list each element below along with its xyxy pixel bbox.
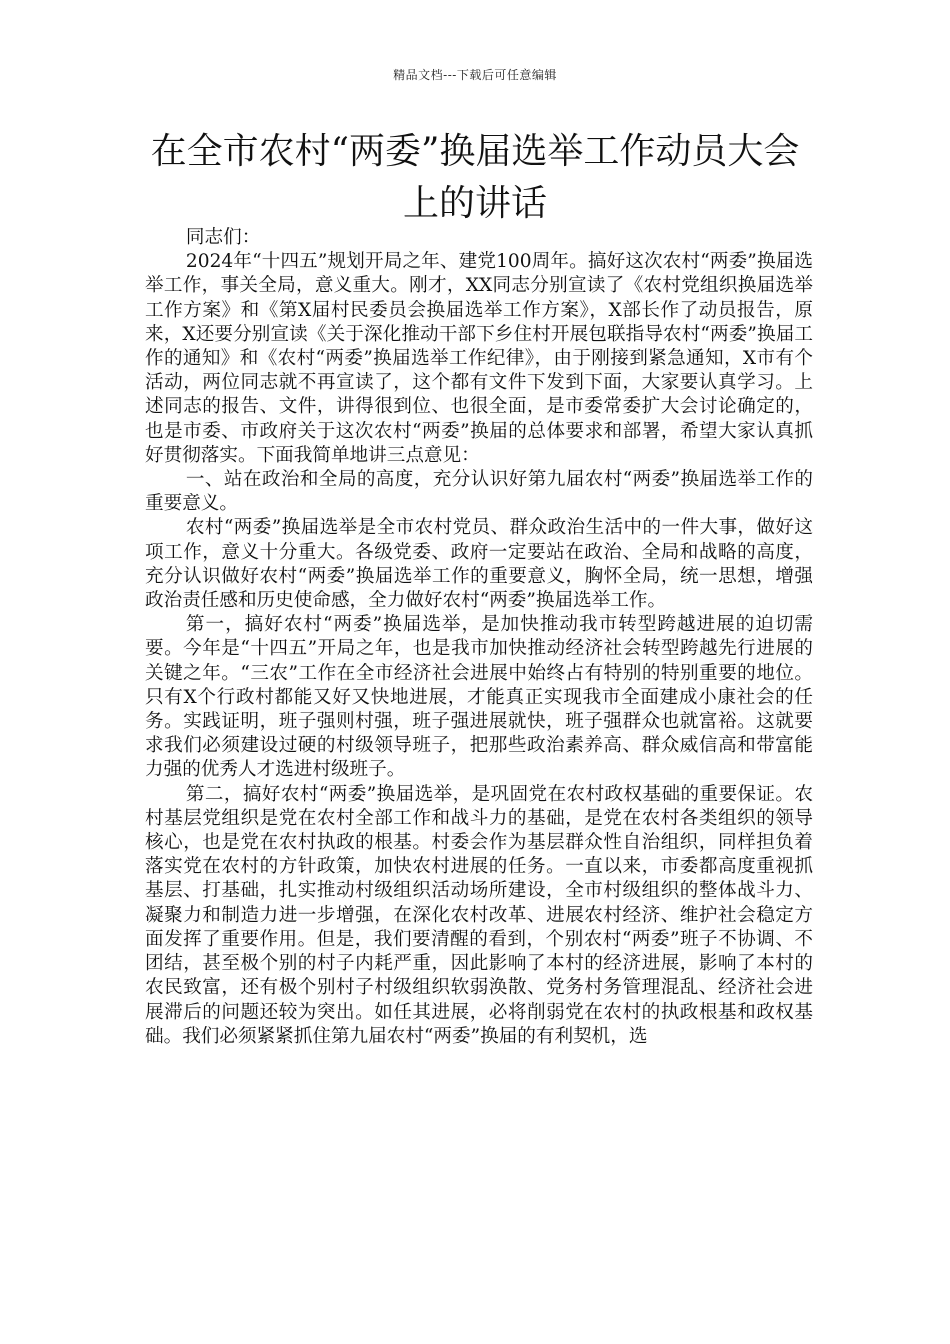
document-title: 在全市农村“两委”换届选举工作动员大会上的讲话 xyxy=(150,131,800,224)
salutation: 同志们： xyxy=(185,227,261,248)
paragraph-point-2: 第二，搞好农村“两委”换届选举，是巩固党在农村政权基础的重要保证。农村基层党组织是党在农村全部工作和战斗力的基础，是党在农村各类组织的领导核心，也是党在农村执政的根基。村委会作为基层群众性自治组织，同样担负着落实党在农村的方针政策，加快农村进展的任务。一直以来，市委都高度重视抓基层、打基础，扎实推动村级组织活动场所建设，全市村级组织的整体战斗力、凝聚力和制造力进一步增强，在深化农村改革、进展农村经济、维护社会稳定方面发挥了重要作用。但是，我们要清醒的看到，个别农村“两委”班子不协调、不团结，甚至极个别的村子内耗严重，因此影响了本村的经济进展，影响了本村的农民致富，还有极个别村子村级组织软弱涣散、党务村务管理混乱、经济社会进展滞后的问题还较为突出。如任其进展，必将削弱党在农村的执政根基和政权基础。我们必须紧紧抓住第九届农村“两委”换届的有利契机，选 xyxy=(145,783,813,1047)
paragraph-intro: 2024年“十四五”规划开局之年、建党100周年。搞好这次农村“两委”换届选举工作，事关全局，意义重大。刚才，XX同志分别宣读了《农村党组织换届选举工作方案》和《第X届村民委员会换届选举工作方案》，X部长作了动员报告，原来，X还要分别宣读《关于深化推动干部下乡住村开展包联指导农村“两委”换届工作的通知》和《农村“两委”换届选举工作纪律》，由于刚接到紧急通知，X市有个活动，两位同志就不再宣读了，这个都有文件下发到下面，大家要认真学习。上述同志的报告、文件，讲得很到位、也很全面，是市委常委扩大会讨论确定的，也是市委、市政府关于这次农村“两委”换届的总体要求和部署，希望大家认真抓好贯彻落实。下面我简单地讲三点意见： xyxy=(145,251,813,466)
section-heading-1: 一、站在政治和全局的高度，充分认识好第九届农村“两委”换届选举工作的重要意义。 xyxy=(145,469,813,515)
page-header-watermark: 精品文档---下载后可任意编辑 xyxy=(393,68,557,82)
paragraph-point-1: 第一，搞好农村“两委”换届选举，是加快推动我市转型跨越进展的迫切需要。今年是“十四五”开局之年，也是我市加快推动经济社会转型跨越先行进展的关键之年。“三农”工作在全市经济社会进展中始终占有特别的特别重要的地位。只有X个行政村都能又好又快地进展，才能真正实现我市全面建成小康社会的任务。实践证明，班子强则村强，班子强进展就快，班子强群众也就富裕。这就要求我们必须建设过硬的村级领导班子，把那些政治素养高、群众威信高和带富能力强的优秀人才选进村级班子。 xyxy=(145,614,813,781)
document-body xyxy=(145,226,813,1049)
paragraph-section-1-overview: 农村“两委”换届选举是全市农村党员、群众政治生活中的一件大事，做好这项工作，意义十分重大。各级党委、政府一定要站在政治、全局和战略的高度，充分认识做好农村“两委”换届选举工作的重要意义，胸怀全局，统一思想，增强政治责任感和历史使命感，全力做好农村“两委”换届选举工作。 xyxy=(145,517,813,612)
